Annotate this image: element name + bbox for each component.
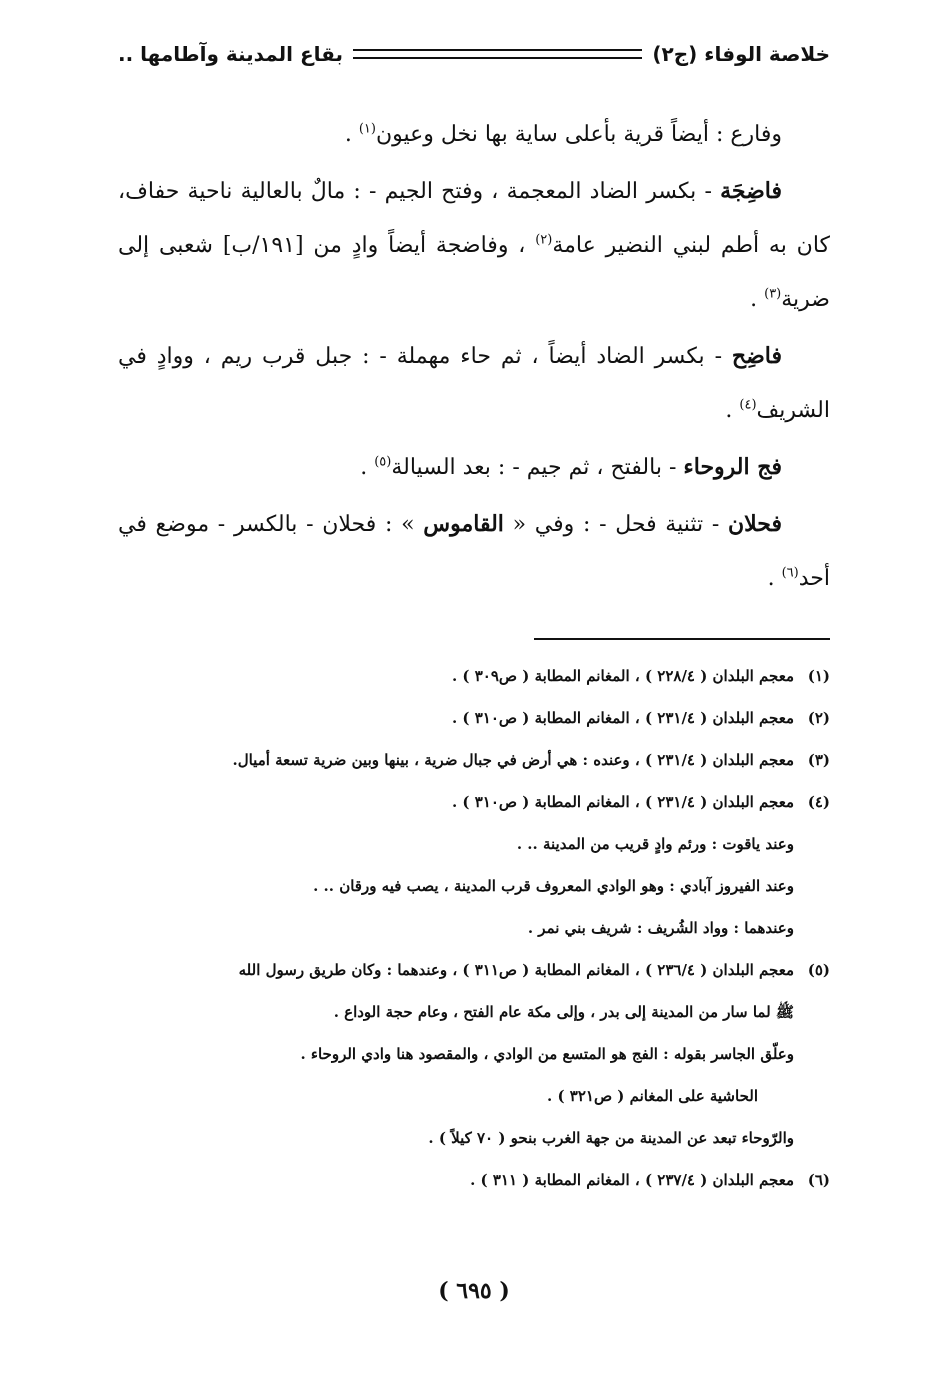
entry-fadija (118, 164, 830, 327)
footnote-4-line-3: وعند الفيروز آبادي : وهو الوادي المعروف قرب المدينة ، يصب فيه ورقان .. . (313, 877, 794, 895)
footnote-text: معجم البلدان ( ٢٣١/٤ ) ، وعنده : هي أرض في جبال ضرية ، بينها وبين ضرية تسعة أميال. (232, 751, 794, 769)
footnote-ref[interactable]: (١) (358, 121, 376, 137)
main-text (118, 108, 830, 608)
footnote-separator (534, 638, 830, 640)
footnote-5-line-4: الحاشية على المغانم ( ص٣٢١ ) . (547, 1087, 758, 1105)
entry-fahlan (118, 497, 830, 606)
entry-tail: . (344, 122, 359, 147)
footnote-1 (118, 655, 830, 697)
footnote-text: معجم البلدان ( ٢٣١/٤ ) ، المغانم المطابة ( ص٣١٠ ) . (451, 793, 794, 811)
entry-headword: فاضِجَة (720, 178, 782, 204)
entry-tail: . (360, 455, 375, 480)
footnote-4-line-4: وعندهما : وواد الشُريف : شريف بني نمر . (527, 919, 794, 937)
footnote-5-line-3: وعلّق الجاسر بقوله : الفج هو المتسع من الوادي ، والمقصود هنا وادي الروحاء . (300, 1045, 794, 1063)
footnote-number: (٢) (807, 709, 830, 727)
footnote-number: (٦) (807, 1171, 830, 1189)
entry-text: - بالفتح ، ثم جيم - : بعد السيالة (391, 455, 684, 480)
entry-tail: . (767, 566, 782, 591)
footnote-text: معجم البلدان ( ٢٢٨/٤ ) ، المغانم المطابة ( ص٣٠٩ ) . (451, 667, 794, 685)
entry-text: - بكسر الضاد المعجمة ، وفتح الجيم - : مالٌ بالعالية ناحية حفاف، كان به أطم لبني النضير عامة (118, 179, 830, 258)
footnote-number: (١) (807, 667, 830, 685)
entry-text-continued: ، وفاضجة أيضاً وادٍ من [١٩١/ب] شعبى إلى ضرية (118, 233, 830, 312)
entry-fajj-al-rawha (118, 440, 830, 495)
footnote-ref[interactable]: (٢) (535, 232, 553, 248)
entry-tail: . (725, 398, 740, 423)
footnotes (118, 655, 830, 1201)
footnote-text: معجم البلدان ( ٢٣٧/٤ ) ، المغانم المطابة ( ٣١١ ) . (470, 1171, 794, 1189)
entry-headword: فج الروحاء (683, 454, 782, 480)
footnote-ref[interactable]: (٦) (781, 565, 799, 581)
entry-text: - تثنية فحل - : وفي « (503, 512, 728, 537)
page-number: ( ٦٩٥ ) (438, 1278, 510, 1304)
entry-text: وفارع : أيضاً قرية بأعلى ساية بها نخل وعيون (375, 122, 782, 147)
header-double-rule (353, 49, 642, 59)
entry-tail: . (750, 287, 765, 312)
footnote-3 (118, 739, 830, 781)
footnote-ref[interactable]: (٣) (764, 286, 782, 302)
entry-fari (118, 108, 830, 162)
footnote-2 (118, 697, 830, 739)
footnote-5-line-5: والرّوحاء تبعد عن المدينة من جهة الغرب بنحو ( ٧٠ كيلاً ) . (428, 1129, 794, 1147)
footnote-6 (118, 1159, 830, 1201)
footnote-text: معجم البلدان ( ٢٣٦/٤ ) ، المغانم المطابة ( ص٣١١ ) ، وعندهما : وكان طريق رسول الله (238, 961, 794, 979)
entry-headword: فحلان (727, 511, 782, 537)
footnote-5 (118, 949, 830, 991)
entry-headword: فاضِح (731, 343, 782, 369)
footnote-number: (٤) (807, 793, 830, 811)
running-header-chapter-title: بقاع المدينة وآطامها .. (118, 42, 344, 66)
entry-fadih (118, 329, 830, 438)
entry-emphasis: القاموس (423, 511, 504, 537)
entry-text-continued: » : فحلان - بالكسر - موضع في أحد (118, 512, 830, 591)
running-header (118, 34, 830, 74)
footnote-number: (٥) (807, 961, 830, 979)
footnote-4-line-2: وعند ياقوت : ورئم وادٍ قريب من المدينة .. . (516, 835, 794, 853)
footnote-ref[interactable]: (٥) (374, 454, 392, 470)
footnote-4 (118, 781, 830, 823)
running-header-book-title: خلاصة الوفاء (ج٢) (652, 42, 830, 66)
footnote-5-line-2: ﷺ لما سار من المدينة إلى بدر ، وإلى مكة عام الفتح ، وعام حجة الوداع . (333, 1003, 794, 1021)
footnote-ref[interactable]: (٤) (739, 397, 757, 413)
entry-text: - بكسر الضاد أيضاً ، ثم حاء مهملة - : جبل قرب ريم ، ووادٍ في الشريف (118, 344, 830, 423)
footnote-number: (٣) (807, 751, 830, 769)
footnote-text: معجم البلدان ( ٢٣١/٤ ) ، المغانم المطابة ( ص٣١٠ ) . (451, 709, 794, 727)
